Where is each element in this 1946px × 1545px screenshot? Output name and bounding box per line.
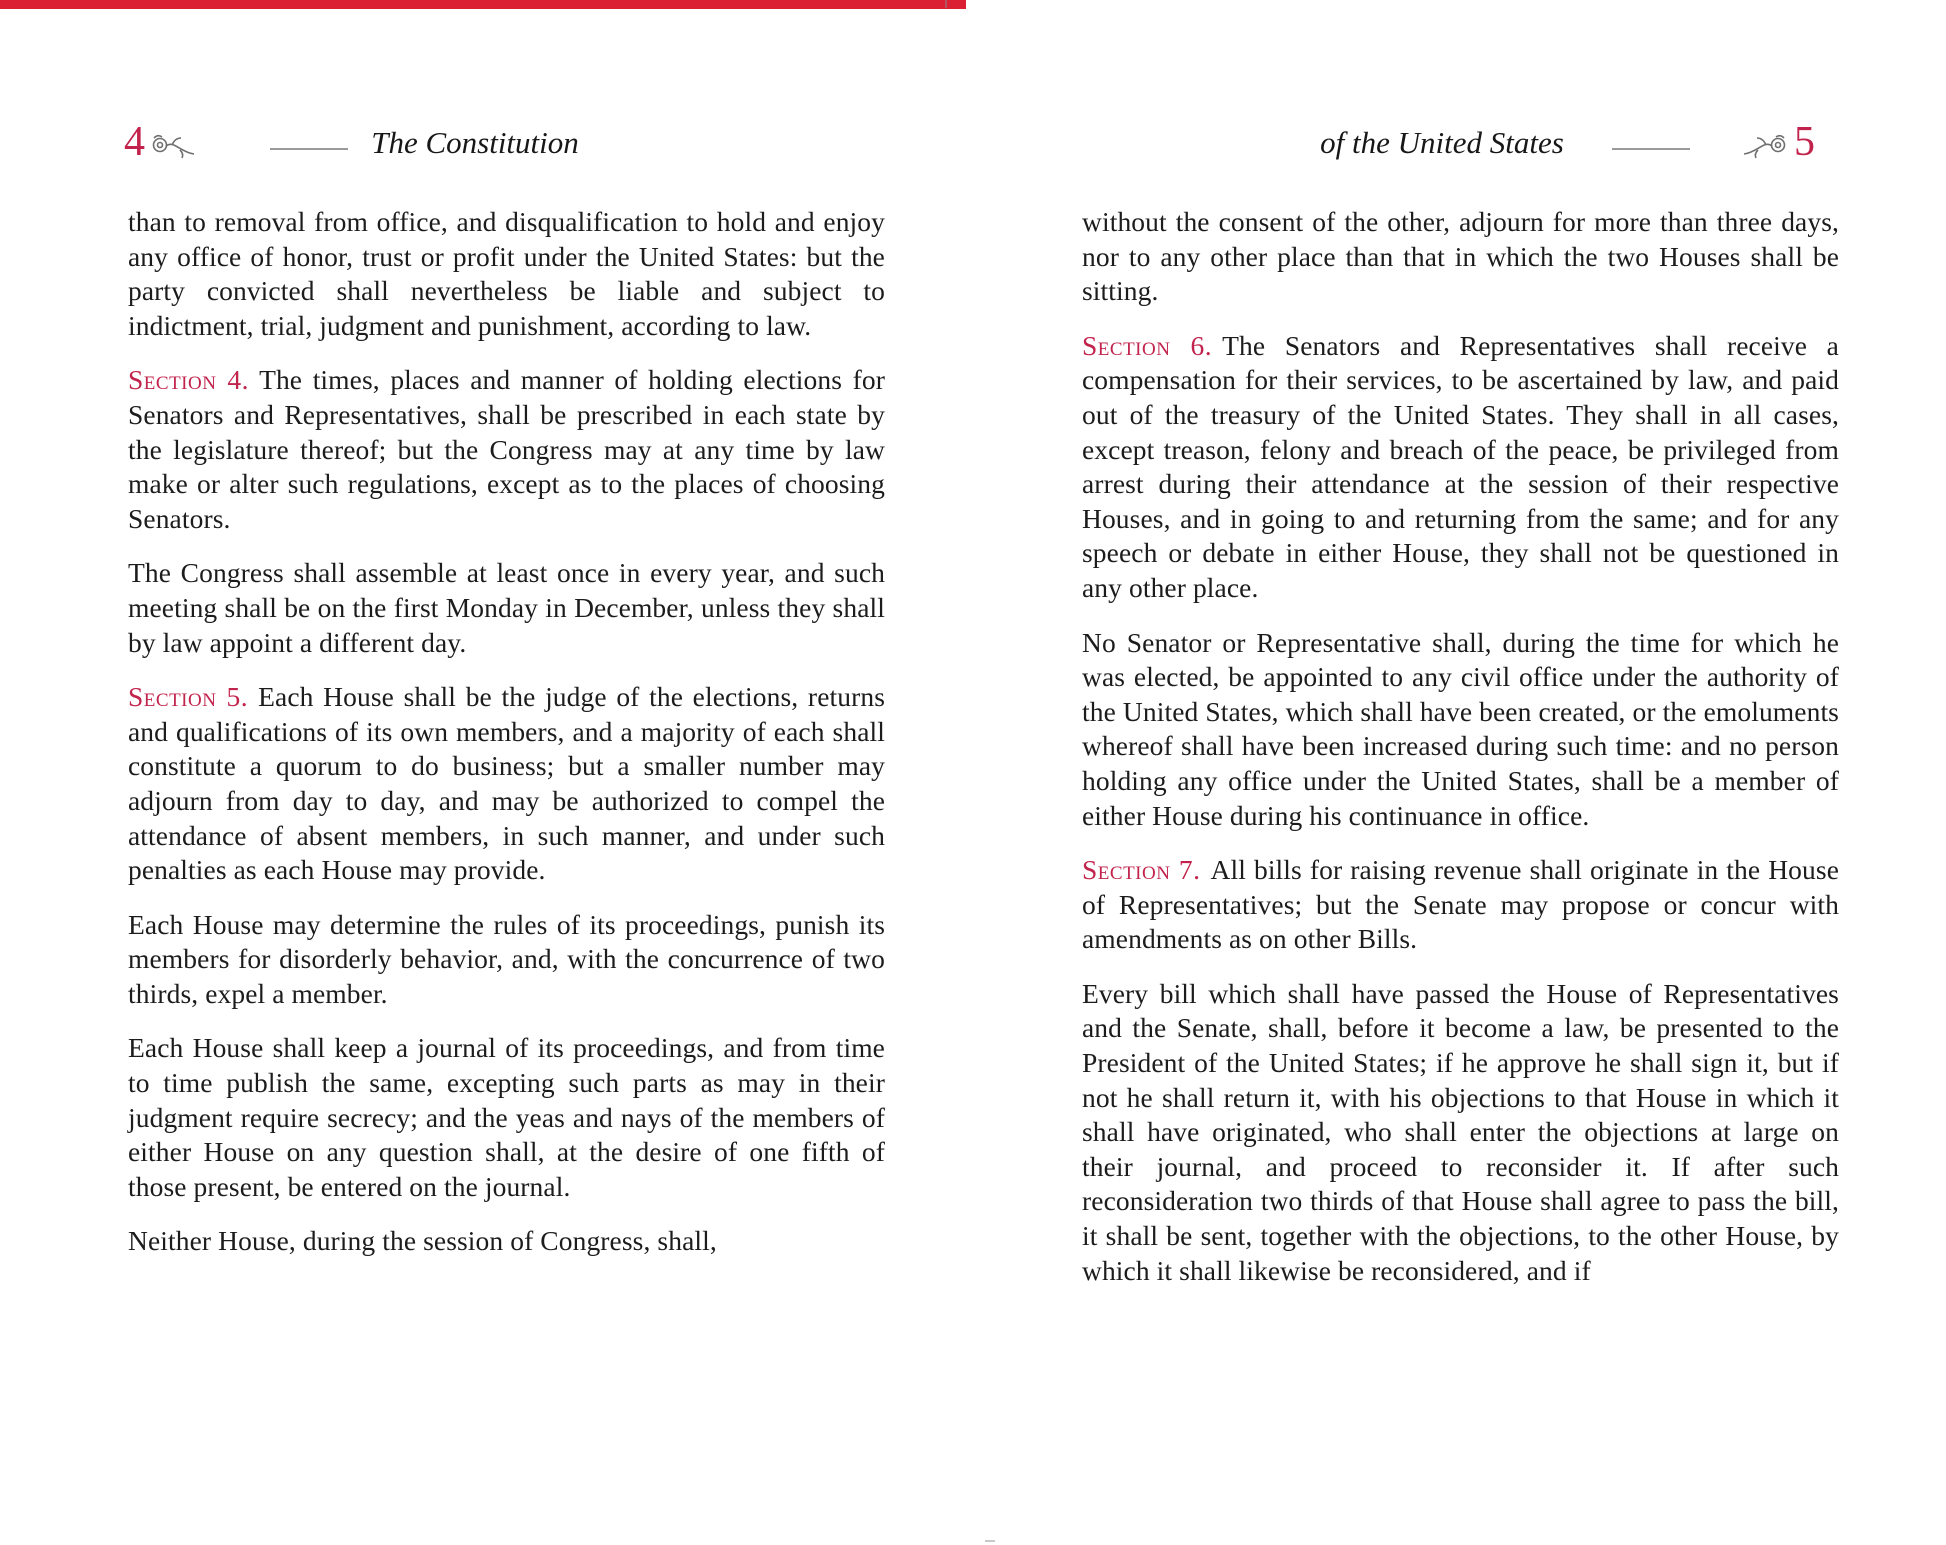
paragraph	[128, 363, 885, 536]
paragraph-text: without the consent of the other, adjourn for more than three days, nor to any other place than that in which the two Houses shall be sitting.	[1082, 206, 1839, 307]
paragraph	[128, 1031, 885, 1204]
page-number-right: 5	[1794, 119, 1815, 165]
paragraph	[128, 680, 885, 888]
paragraph-text: Each House shall keep a journal of its proceedings, and from time to time publish the same, excepting such parts as may in their judgment require secrecy; and the yeas and nays of the members of either House on any question shall, at the desire of one fifth of those present, be entered on the journal.	[128, 1032, 885, 1202]
paragraph-text: Each House may determine the rules of its proceedings, punish its members for disorderly behavior, and, with the concurrence of two thirds, expel a member.	[128, 908, 885, 1009]
paragraph	[1082, 329, 1839, 606]
text-column-right	[1082, 205, 1839, 1308]
paragraph	[128, 908, 885, 1012]
paragraph-text: The Senators and Representatives shall receive a compensation for their services, to be ascertained by law, and paid out of the treasury of the United States. They shall in all cases, except treason, felony and breach of the peace, be privileged from arrest during their attendance at the session of their respective Houses, and in going to and returning from the same; and for any speech or debate in either House, they shall not be questioned in any other place.	[1082, 329, 1839, 603]
running-head-right: of the United States	[1320, 125, 1564, 160]
floral-sprig-icon	[150, 132, 196, 162]
page-number-left: 4	[124, 119, 145, 165]
running-head-left: The Constitution	[371, 125, 579, 160]
paragraph-text: Every bill which shall have passed the House of Representatives and the Senate, shall, before it become a law, be presented to the President of the United States; if he approve he shall sign it, but if not he shall return it, with his objections to that House in which it shall have originated, who shall enter the objections at large on their journal, and proceed to reconsider it. If after such reconsideration two thirds of that House shall agree to pass the bill, it shall be sent, together with the objections, to the other House, by which it shall likewise be reconsidered, and if	[1082, 977, 1839, 1286]
paragraph-text: Neither House, during the session of Congress, shall,	[128, 1225, 717, 1257]
paragraph-text: The times, places and manner of holding elections for Senators and Representatives, shall be prescribed in each state by the legislature thereof; but the Congress may at any time by law make or alter such regulations, except as to the places of choosing Senators.	[128, 364, 885, 534]
top-center-mark	[945, 0, 947, 8]
paragraph	[1082, 205, 1839, 309]
header-rule-right	[1612, 148, 1690, 150]
text-column-left	[128, 205, 885, 1279]
section-heading: Section 6.	[1082, 329, 1213, 361]
paragraph-text: No Senator or Representative shall, during the time for which he was elected, be appointed to any civil office under the authority of the United States, which shall have been created, or the emoluments whereof shall have been increased during such time: and no person holding any office under the United States, shall be a member of either House during his continuance in office.	[1082, 626, 1839, 831]
bottom-center-mark	[985, 1540, 995, 1542]
floral-sprig-icon	[1742, 132, 1788, 162]
paragraph	[1082, 853, 1839, 957]
paragraph	[128, 556, 885, 660]
paragraph-text: Each House shall be the judge of the elections, returns and qualifications of its own members, and a majority of each shall constitute a quorum to do business; but a smaller number may adjourn from day to day, and may be authorized to compel the attendance of absent members, in such manner, and under such penalties as each House may provide.	[128, 681, 885, 886]
paragraph	[128, 1224, 885, 1259]
section-heading: Section 7.	[1082, 854, 1201, 886]
paragraph-text: than to removal from office, and disqualification to hold and enjoy any office of honor, trust or profit under the United States: but the party convicted shall nevertheless be liable and subject to indictment, trial, judgment and punishment, according to law.	[128, 206, 885, 341]
paragraph-text: All bills for raising revenue shall originate in the House of Representatives; but the Senate may propose or concur with amendments as on other Bills.	[1082, 854, 1839, 955]
paragraph-text: The Congress shall assemble at least once in every year, and such meeting shall be on the first Monday in December, unless they shall by law appoint a different day.	[128, 557, 885, 658]
paragraph	[128, 205, 885, 343]
paragraph	[1082, 977, 1839, 1288]
section-heading: Section 5.	[128, 681, 249, 713]
top-red-bar	[0, 0, 966, 9]
paragraph	[1082, 626, 1839, 834]
section-heading: Section 4.	[128, 364, 250, 396]
